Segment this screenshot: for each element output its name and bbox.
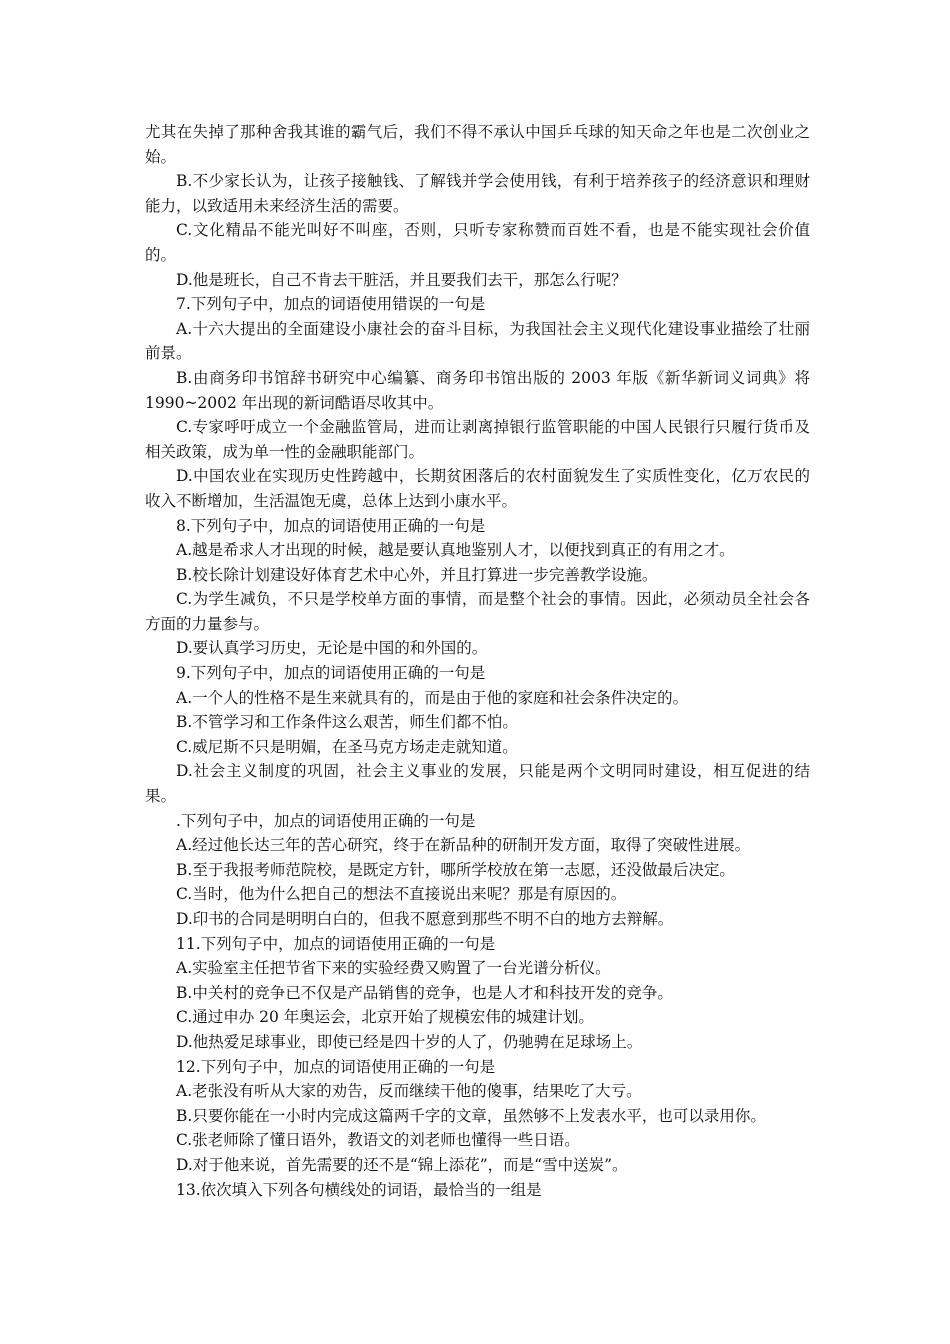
paragraph: 12.下列句子中，加点的词语使用正确的一句是 — [176, 1057, 496, 1076]
paragraph: C.专家呼吁成立一个金融监管局，进而让剥离掉银行监管职能的中国人民银行只履行货币及相关政策，成为单一性的金融职能部门。 — [145, 418, 810, 461]
paragraph: A.老张没有听从大家的劝告，反而继续干他的傻事，结果吃了大亏。 — [176, 1082, 642, 1101]
paragraph: D.中国农业在实现历史性跨越中，长期贫困落后的农村面貌发生了实质性变化，亿万农民的收入不断增加，生活温饱无虞，总体上达到小康水平。 — [145, 467, 810, 510]
paragraph: C.通过申办 20 年奥运会，北京开始了规模宏伟的城建计划。 — [176, 1008, 594, 1027]
paragraph: A.一个人的性格不是生来就具有的，而是由于他的家庭和社会条件决定的。 — [176, 688, 689, 707]
paragraph: A.实验室主任把节省下来的实验经费又购置了一台光谱分析仪。 — [176, 959, 611, 978]
paragraph: 尤其在失掉了那种舍我其谁的霸气后，我们不得不承认中国乒乓球的知天命之年也是二次创业之始。 — [145, 123, 810, 166]
paragraph: B.不管学习和工作条件这么艰苦，师生们都不怕。 — [176, 713, 518, 732]
paragraph: B.至于我报考师范院校，是既定方针，哪所学校放在第一志愿，还没做最后决定。 — [176, 860, 735, 879]
paragraph: 8.下列句子中，加点的词语使用正确的一句是 — [176, 516, 486, 535]
document-body — [145, 120, 810, 1202]
paragraph: C.张老师除了懂日语外，教语文的刘老师也懂得一些日语。 — [176, 1131, 580, 1150]
paragraph: B.校长除计划建设好体育艺术中心外，并且打算进一步完善教学设施。 — [176, 565, 658, 584]
paragraph: 7.下列句子中，加点的词语使用错误的一句是 — [176, 295, 486, 314]
paragraph: C.文化精品不能光叫好不叫座，否则，只听专家称赞而百姓不看，也是不能实现社会价值的。 — [145, 221, 810, 264]
paragraph: D.要认真学习历史，无论是中国的和外国的。 — [176, 639, 488, 658]
paragraph: B.不少家长认为，让孩子接触钱、了解钱并学会使用钱，有利于培养孩子的经济意识和理财能力，以致适用未来经济生活的需要。 — [145, 172, 810, 215]
paragraph: A.十六大提出的全面建设小康社会的奋斗目标，为我国社会主义现代化建设事业描绘了壮丽前景。 — [145, 319, 810, 363]
paragraph: D.他热爱足球事业，即使已经是四十岁的人了，仍驰骋在足球场上。 — [176, 1032, 643, 1051]
paragraph: 13.依次填入下列各句横线处的词语，最恰当的一组是 — [176, 1180, 542, 1199]
paragraph: 11.下列句子中，加点的词语使用正确的一句是 — [176, 934, 496, 953]
paragraph: C.威尼斯不只是明媚，在圣马克方场走走就知道。 — [176, 737, 518, 756]
paragraph: .下列句子中，加点的词语使用正确的一句是 — [176, 811, 476, 830]
paragraph: A.越是希求人才出现的时候，越是要认真地鉴别人才，以便找到真正的有用之才。 — [176, 541, 735, 560]
paragraph: B.由商务印书馆辞书研究中心编纂、商务印书馆出版的 2003 年版《新华新词义词典》将 1990~2002 年出现的新词酷语尽收其中。 — [145, 368, 810, 412]
paragraph: 9.下列句子中，加点的词语使用正确的一句是 — [176, 664, 486, 683]
paragraph: C.当时，他为什么把自己的想法不直接说出来呢？那是有原因的。 — [176, 885, 627, 904]
paragraph: D.社会主义制度的巩固，社会主义事业的发展，只能是两个文明同时建设，相互促进的结果。 — [145, 762, 810, 806]
paragraph: D.对于他来说，首先需要的还不是“锦上添花”，而是“雪中送炭”。 — [176, 1155, 628, 1174]
paragraph: D.他是班长，自己不肯去干脏活，并且要我们去干，那怎么行呢？ — [176, 270, 627, 289]
paragraph: A.经过他长达三年的苦心研究，终于在新品种的研制开发方面，取得了突破性进展。 — [176, 836, 751, 855]
paragraph: C.为学生减负，不只是学校单方面的事情，而是整个社会的事情。因此，必须动员全社会各方面的力量参与。 — [145, 590, 810, 633]
paragraph: B.只要你能在一小时内完成这篇两千字的文章，虽然够不上发表水平，也可以录用你。 — [176, 1106, 766, 1125]
paragraph: B.中关村的竞争已不仅是产品销售的竞争，也是人才和科技开发的竞争。 — [176, 983, 673, 1002]
paragraph: D.印书的合同是明明白白的，但我不愿意到那些不明不白的地方去辩解。 — [176, 910, 674, 928]
